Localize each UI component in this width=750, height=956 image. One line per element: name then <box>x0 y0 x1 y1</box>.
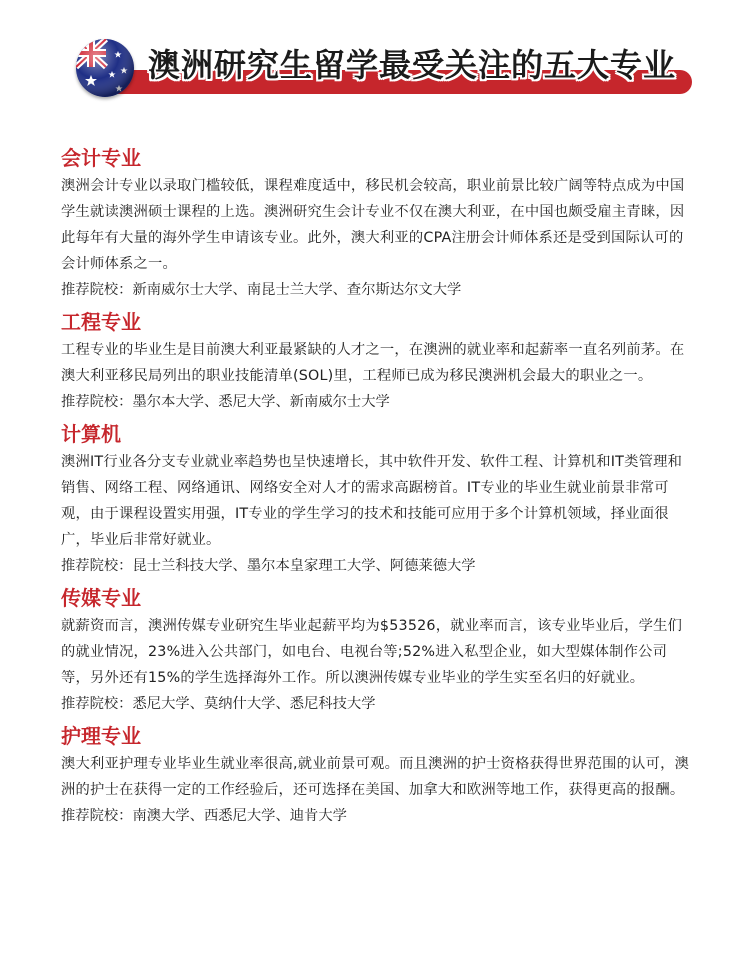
recommended-schools: 推荐院校：昆士兰科技大学、墨尔本皇家理工大学、阿德莱德大学 <box>61 558 476 574</box>
section-engineering <box>61 309 693 415</box>
section-title: 护理专业 <box>61 724 141 748</box>
australia-flag-ball-icon <box>76 39 134 97</box>
section-title: 传媒专业 <box>61 586 141 610</box>
recommended-schools: 推荐院校：南澳大学、西悉尼大学、迪肯大学 <box>61 808 347 824</box>
recommended-schools: 推荐院校：悉尼大学、莫纳什大学、悉尼科技大学 <box>61 696 376 712</box>
section-computing <box>61 421 693 579</box>
recommended-schools: 推荐院校：墨尔本大学、悉尼大学、新南威尔士大学 <box>61 394 390 410</box>
section-body: 就薪资而言，澳洲传媒专业研究生毕业起薪平均为$53526，就业率而言，该专业毕业后，学生们的就业情况，23%进入公共部门，如电台、电视台等;52%进入私型企业，如大型媒体制作公司等，另外还有15%的学生选择海外工作。所以澳洲传媒专业毕业的学生实至名归的好就业。 <box>61 618 683 686</box>
section-media <box>61 585 693 717</box>
page-title: 澳洲研究生留学最受关注的五大专业 <box>148 46 677 84</box>
section-title: 计算机 <box>61 422 121 446</box>
section-body: 澳大利亚护理专业毕业生就业率很高,就业前景可观。而且澳洲的护士资格获得世界范围的认可，澳洲的护士在获得一定的工作经验后，还可选择在美国、加拿大和欧洲等地工作，获得更高的报酬。 <box>61 756 690 798</box>
section-nursing <box>61 723 693 829</box>
section-accounting <box>61 145 693 303</box>
section-title: 会计专业 <box>61 146 141 170</box>
section-body: 工程专业的毕业生是目前澳大利亚最紧缺的人才之一，在澳洲的就业率和起薪率一直名列前茅。在澳大利亚移民局列出的职业技能清单(SOL)里，工程师已成为移民澳洲机会最大的职业之一。 <box>61 342 685 384</box>
recommended-schools: 推荐院校：新南威尔士大学、南昆士兰大学、查尔斯达尔文大学 <box>61 282 462 298</box>
section-title: 工程专业 <box>61 310 141 334</box>
article-content <box>61 145 693 835</box>
section-body: 澳洲会计专业以录取门槛较低，课程难度适中，移民机会较高，职业前景比较广阔等特点成为中国学生就读澳洲硕士课程的上选。澳洲研究生会计专业不仅在澳大利亚，在中国也颇受雇主青睐，因此每年有大量的海外学生申请该专业。此外，澳大利亚的CPA注册会计师体系还是受到国际认可的会计师体系之一。 <box>61 178 685 272</box>
page-header <box>0 0 750 110</box>
section-body: 澳洲IT行业各分支专业就业率趋势也呈快速增长，其中软件开发、软件工程、计算机和IT类管理和销售、网络工程、网络通讯、网络安全对人才的需求高踞榜首。IT专业的毕业生就业前景非常可观，由于课程设置实用强，IT专业的学生学习的技术和技能可应用于多个计算机领域，择业面很广，毕业后非常好就业。 <box>61 454 683 548</box>
